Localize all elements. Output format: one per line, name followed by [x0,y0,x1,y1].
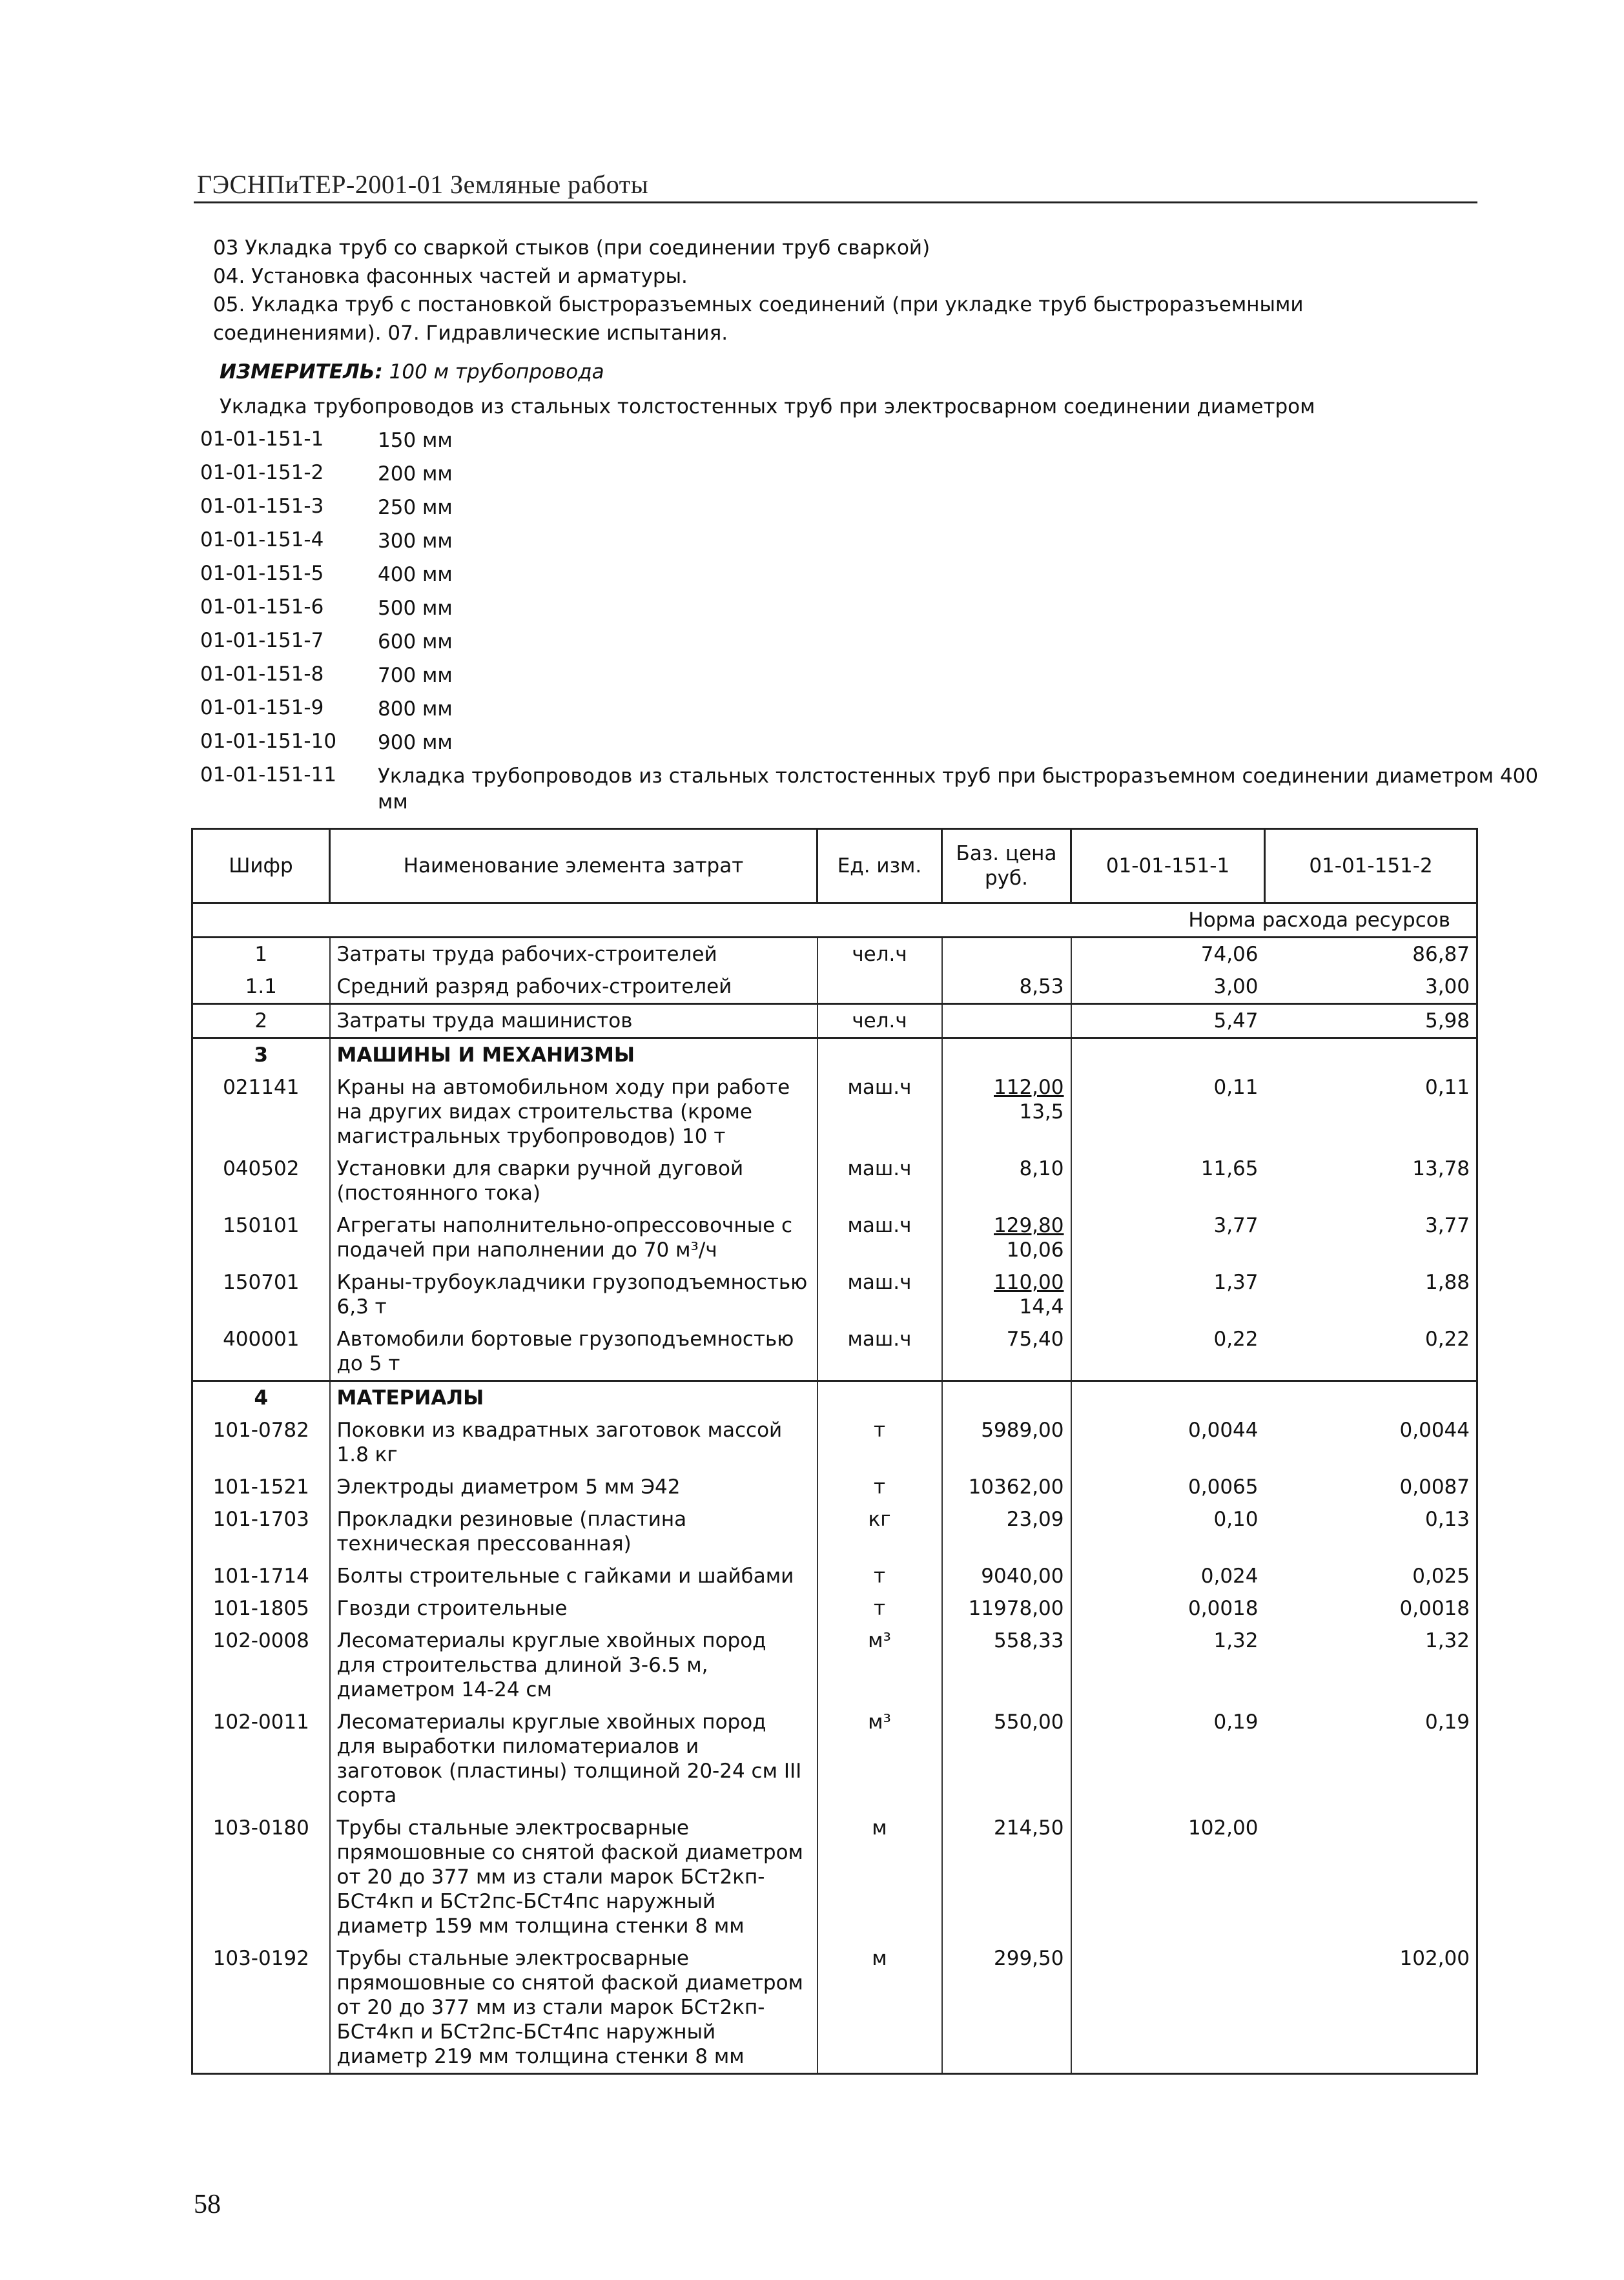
row-value-2: 3,00 [1265,971,1477,1004]
base-price: 10362,00 [968,1475,1064,1499]
row-code: 101-1805 [192,1592,330,1625]
row-code: 101-1703 [192,1503,330,1560]
base-price: 8,10 [1019,1157,1064,1180]
row-value-2: 1,88 [1265,1266,1477,1323]
row-price [942,1209,1071,1266]
code-item [200,562,1540,595]
work-composition [213,234,1440,347]
row-price [942,971,1071,1004]
code: 01-01-151-5 [200,562,324,585]
row-name: МАТЕРИАЛЫ [330,1381,817,1415]
row-price [942,1323,1071,1381]
row-value-2: 0,0087 [1265,1471,1477,1503]
row-code: 102-0008 [192,1625,330,1706]
table-row [192,1471,1477,1503]
header-unit: Ед. изм. [817,829,942,903]
row-code: 2 [192,1004,330,1038]
row-value-1: 102,00 [1071,1812,1265,1942]
code-desc: 150 мм [378,429,453,452]
row-value-1: 1,37 [1071,1266,1265,1323]
header-price: Баз. цена руб. [942,829,1071,903]
base-price: 8,53 [1019,975,1064,998]
code: 01-01-151-1 [200,427,324,451]
row-price [942,1706,1071,1812]
row-value-1: 0,024 [1071,1560,1265,1592]
code-item [200,595,1540,629]
base-price: 75,40 [1006,1328,1064,1351]
row-price [942,1071,1071,1153]
row-name: Затраты труда машинистов [330,1004,817,1038]
row-name: Краны на автомобильном ходу при работе на других видах строительства (кроме магистральных трубопроводов) 10 т [330,1071,817,1153]
row-unit [817,1381,942,1415]
resource-norms-table [191,828,1478,2075]
code-desc: 200 мм [378,462,453,486]
code-desc: 250 мм [378,496,453,519]
row-unit: м³ [817,1706,942,1812]
row-unit: т [817,1560,942,1592]
code-desc: 600 мм [378,630,453,653]
row-unit: маш.ч [817,1266,942,1323]
row-value-1: 1,32 [1071,1625,1265,1706]
table-row [192,1004,1477,1038]
row-name: Установки для сварки ручной дуговой (постоянного тока) [330,1153,817,1209]
row-value-1: 11,65 [1071,1153,1265,1209]
row-value-2: 5,98 [1265,1004,1477,1038]
base-price: 23,09 [1006,1508,1064,1531]
row-value-1: 74,06 [1071,938,1265,971]
row-code: 103-0192 [192,1942,330,2074]
header-rule [194,201,1477,203]
running-header: ГЭСНПиТЕР-2001-01 Земляные работы [197,170,649,199]
row-name: Трубы стальные электросварные прямошовные со снятой фаской диаметром от 20 до 377 мм из стали марок БСт2кп-БСт4кп и БСт2пс-БСт4пс наружный диаметр 219 мм толщина стенки 8 мм [330,1942,817,2074]
table-row [192,1209,1477,1266]
row-value-2: 0,0044 [1265,1414,1477,1471]
row-unit: т [817,1592,942,1625]
code-item [200,427,1540,461]
row-value-1: 0,19 [1071,1706,1265,1812]
row-name: Трубы стальные электросварные прямошовные со снятой фаской диаметром от 20 до 377 мм из стали марок БСт2кп-БСт4кп и БСт2пс-БСт4пс наружный диаметр 159 мм толщина стенки 8 мм [330,1812,817,1942]
row-name: Лесоматериалы круглые хвойных пород для строительства длиной 3-6.5 м, диаметром 14-24 см [330,1625,817,1706]
base-price: 11978,00 [968,1597,1064,1620]
code-desc: 400 мм [378,563,453,586]
row-value-2: 102,00 [1265,1942,1477,2074]
table-row [192,1706,1477,1812]
code-item [200,662,1540,696]
code: 01-01-151-3 [200,495,324,518]
row-name: Краны-трубоукладчики грузоподъемностью 6,3 т [330,1266,817,1323]
table-row [192,1381,1477,1415]
table-row [192,1812,1477,1942]
code-desc: 900 мм [378,731,453,754]
row-unit: маш.ч [817,1071,942,1153]
code-item [200,629,1540,662]
row-value-1: 0,11 [1071,1071,1265,1153]
code: 01-01-151-11 [200,763,337,786]
row-name: Средний разряд рабочих-строителей [330,971,817,1004]
row-code: 101-1714 [192,1560,330,1592]
row-value-2 [1265,1812,1477,1942]
row-code: 150101 [192,1209,330,1266]
row-unit: чел.ч [817,938,942,971]
row-unit: м [817,1812,942,1942]
row-value-2: 0,11 [1265,1071,1477,1153]
code: 01-01-151-7 [200,629,324,652]
base-price: 112,00 [994,1076,1064,1099]
row-name: Прокладки резиновые (пластина техническая прессованная) [330,1503,817,1560]
intro-line: 05. Укладка труб с постановкой быстроразъемных соединений (при укладке труб быстроразъемными соединениями). 07. Гидравлические испытания. [213,293,1304,345]
code: 01-01-151-8 [200,662,324,686]
code: 01-01-151-4 [200,528,324,551]
row-name: Лесоматериалы круглые хвойных пород для выработки пиломатериалов и заготовок (пластины) толщиной 20-24 см III сорта [330,1706,817,1812]
measure-line [220,360,604,384]
row-code: 3 [192,1038,330,1072]
row-unit: кг [817,1503,942,1560]
code-item [200,528,1540,562]
table-row [192,971,1477,1004]
intro-line: 04. Установка фасонных частей и арматуры. [213,265,688,288]
row-value-1: 3,00 [1071,971,1265,1004]
row-code: 101-1521 [192,1471,330,1503]
table-row [192,938,1477,971]
row-code: 040502 [192,1153,330,1209]
row-value-2: 0,19 [1265,1706,1477,1812]
code-desc: 800 мм [378,697,453,721]
row-value-2: 0,025 [1265,1560,1477,1592]
intro-line: 03 Укладка труб со сваркой стыков (при соединении труб сваркой) [213,236,930,260]
header-name: Наименование элемента затрат [330,829,817,903]
row-code: 400001 [192,1323,330,1381]
table-row [192,1038,1477,1072]
row-unit: маш.ч [817,1209,942,1266]
row-value-1 [1071,1381,1265,1415]
table-row [192,1266,1477,1323]
row-code: 1 [192,938,330,971]
header-v1: 01-01-151-1 [1071,829,1265,903]
row-value-2: 1,32 [1265,1625,1477,1706]
code-desc: 700 мм [378,664,453,687]
row-value-1: 0,0065 [1071,1471,1265,1503]
row-code: 150701 [192,1266,330,1323]
row-name: Гвозди строительные [330,1592,817,1625]
table-row [192,1503,1477,1560]
code-desc: 300 мм [378,529,453,553]
base-price: 299,50 [994,1947,1064,1970]
table-row [192,1071,1477,1153]
code-item [200,763,1540,814]
row-price [942,1503,1071,1560]
row-value-1: 3,77 [1071,1209,1265,1266]
norm-description: Укладка трубопроводов из стальных толстостенных труб при электросварном соединении диаметром [220,395,1315,418]
row-value-1: 0,0018 [1071,1592,1265,1625]
row-value-2 [1265,1038,1477,1072]
row-price [942,1812,1071,1942]
row-price [942,1471,1071,1503]
row-price [942,938,1071,971]
row-price [942,1381,1071,1415]
row-value-2: 13,78 [1265,1153,1477,1209]
base-price: 9040,00 [981,1565,1064,1588]
row-price [942,1560,1071,1592]
row-price [942,1414,1071,1471]
row-name: МАШИНЫ И МЕХАНИЗМЫ [330,1038,817,1072]
operator-wage: 14,4 [1019,1295,1064,1319]
code-item [200,495,1540,528]
row-unit: м [817,1942,942,2074]
row-value-2: 0,13 [1265,1503,1477,1560]
code-item [200,461,1540,495]
base-price: 129,80 [994,1214,1064,1237]
base-price: 110,00 [994,1271,1064,1294]
row-unit: т [817,1414,942,1471]
row-code: 1.1 [192,971,330,1004]
table-row [192,1560,1477,1592]
code-item [200,730,1540,763]
row-value-1 [1071,1942,1265,2074]
row-value-2: 86,87 [1265,938,1477,971]
measure-label: ИЗМЕРИТЕЛЬ: [220,360,383,384]
row-name: Автомобили бортовые грузоподъемностью до 5 т [330,1323,817,1381]
row-unit [817,971,942,1004]
row-name: Болты строительные с гайками и шайбами [330,1560,817,1592]
base-price: 558,33 [994,1629,1064,1652]
norm-caption-row [192,903,1477,938]
code: 01-01-151-6 [200,595,324,619]
operator-wage: 13,5 [1019,1100,1064,1124]
row-value-1: 5,47 [1071,1004,1265,1038]
measure-value: 100 м трубопровода [389,360,604,384]
row-unit: чел.ч [817,1004,942,1038]
code: 01-01-151-10 [200,730,337,753]
table-row [192,1625,1477,1706]
header-code: Шифр [192,829,330,903]
code-item [200,696,1540,730]
code-desc: Укладка трубопроводов из стальных толстостенных труб при быстроразъемном соединении диаметром 400 мм [378,765,1539,814]
row-code: 103-0180 [192,1812,330,1942]
table-row [192,1323,1477,1381]
base-price: 550,00 [994,1710,1064,1734]
row-value-2: 0,22 [1265,1323,1477,1381]
table-row [192,1942,1477,2074]
norm-caption: Норма расхода ресурсов [192,903,1477,938]
code-desc: 500 мм [378,597,453,620]
row-code: 102-0011 [192,1706,330,1812]
operator-wage: 10,06 [1006,1238,1064,1262]
row-value-1: 0,22 [1071,1323,1265,1381]
row-price [942,1266,1071,1323]
row-code: 4 [192,1381,330,1415]
table-row [192,1414,1477,1471]
row-unit [817,1038,942,1072]
row-name: Поковки из квадратных заготовок массой 1.8 кг [330,1414,817,1471]
row-unit: м³ [817,1625,942,1706]
table-row [192,1153,1477,1209]
base-price: 5989,00 [981,1419,1064,1442]
row-unit: маш.ч [817,1153,942,1209]
row-value-1: 0,0044 [1071,1414,1265,1471]
row-unit: маш.ч [817,1323,942,1381]
row-price [942,1004,1071,1038]
row-name: Агрегаты наполнительно-опрессовочные с подачей при наполнении до 70 м³/ч [330,1209,817,1266]
row-code: 021141 [192,1071,330,1153]
row-unit: т [817,1471,942,1503]
row-value-1 [1071,1038,1265,1072]
table-row [192,1592,1477,1625]
row-name: Затраты труда рабочих-строителей [330,938,817,971]
row-value-2 [1265,1381,1477,1415]
row-value-1: 0,10 [1071,1503,1265,1560]
table-header-row [192,829,1477,903]
header-v2: 01-01-151-2 [1265,829,1477,903]
base-price: 214,50 [994,1816,1064,1840]
row-price [942,1625,1071,1706]
code: 01-01-151-2 [200,461,324,484]
row-code: 101-0782 [192,1414,330,1471]
row-name: Электроды диаметром 5 мм Э42 [330,1471,817,1503]
code: 01-01-151-9 [200,696,324,719]
row-value-2: 0,0018 [1265,1592,1477,1625]
code-list [200,427,1540,814]
row-price [942,1038,1071,1072]
row-value-2: 3,77 [1265,1209,1477,1266]
page-number: 58 [194,2190,221,2219]
row-price [942,1153,1071,1209]
row-price [942,1942,1071,2074]
row-price [942,1592,1071,1625]
